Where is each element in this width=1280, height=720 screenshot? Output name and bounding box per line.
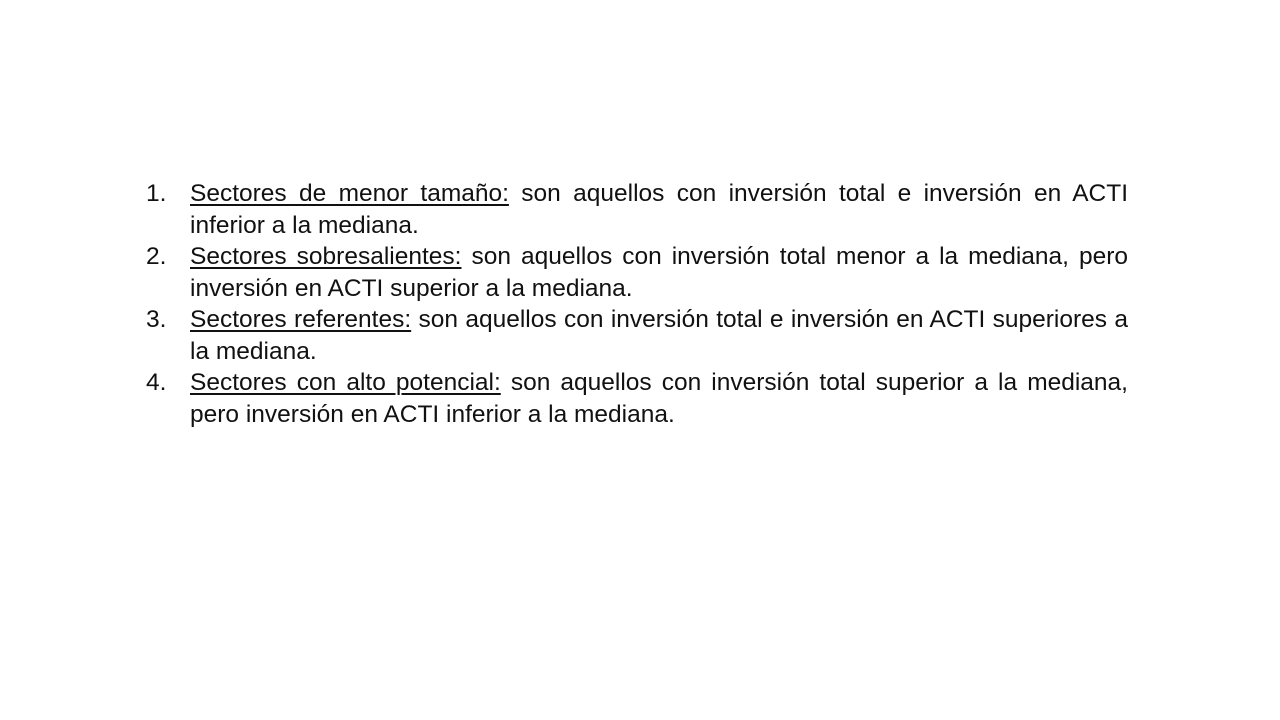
list-item [140, 304, 1128, 367]
item-term: Sectores sobresalientes: [190, 243, 462, 270]
item-number: 2. [146, 243, 167, 270]
list-item [140, 178, 1128, 241]
item-number: 1. [146, 180, 167, 207]
item-definition: son aquellos con inversión total superior a la mediana, pero inversión en ACTI inferior a la mediana. [190, 369, 1128, 428]
item-definition: son aquellos con inversión total e inversión en ACTI inferior a la mediana. [190, 180, 1128, 239]
list-item [140, 241, 1128, 304]
item-definition: son aquellos con inversión total e inversión en ACTI superiores a la mediana. [190, 306, 1128, 365]
item-term: Sectores de menor tamaño: [190, 180, 509, 207]
item-term: Sectores con alto potencial: [190, 369, 501, 396]
item-number: 3. [146, 306, 167, 333]
item-term: Sectores referentes: [190, 306, 412, 333]
sector-definitions-list [140, 178, 1128, 430]
item-definition: son aquellos con inversión total menor a la mediana, pero inversión en ACTI superior a la mediana. [190, 243, 1128, 302]
item-number: 4. [146, 369, 167, 396]
list-item [140, 367, 1128, 430]
